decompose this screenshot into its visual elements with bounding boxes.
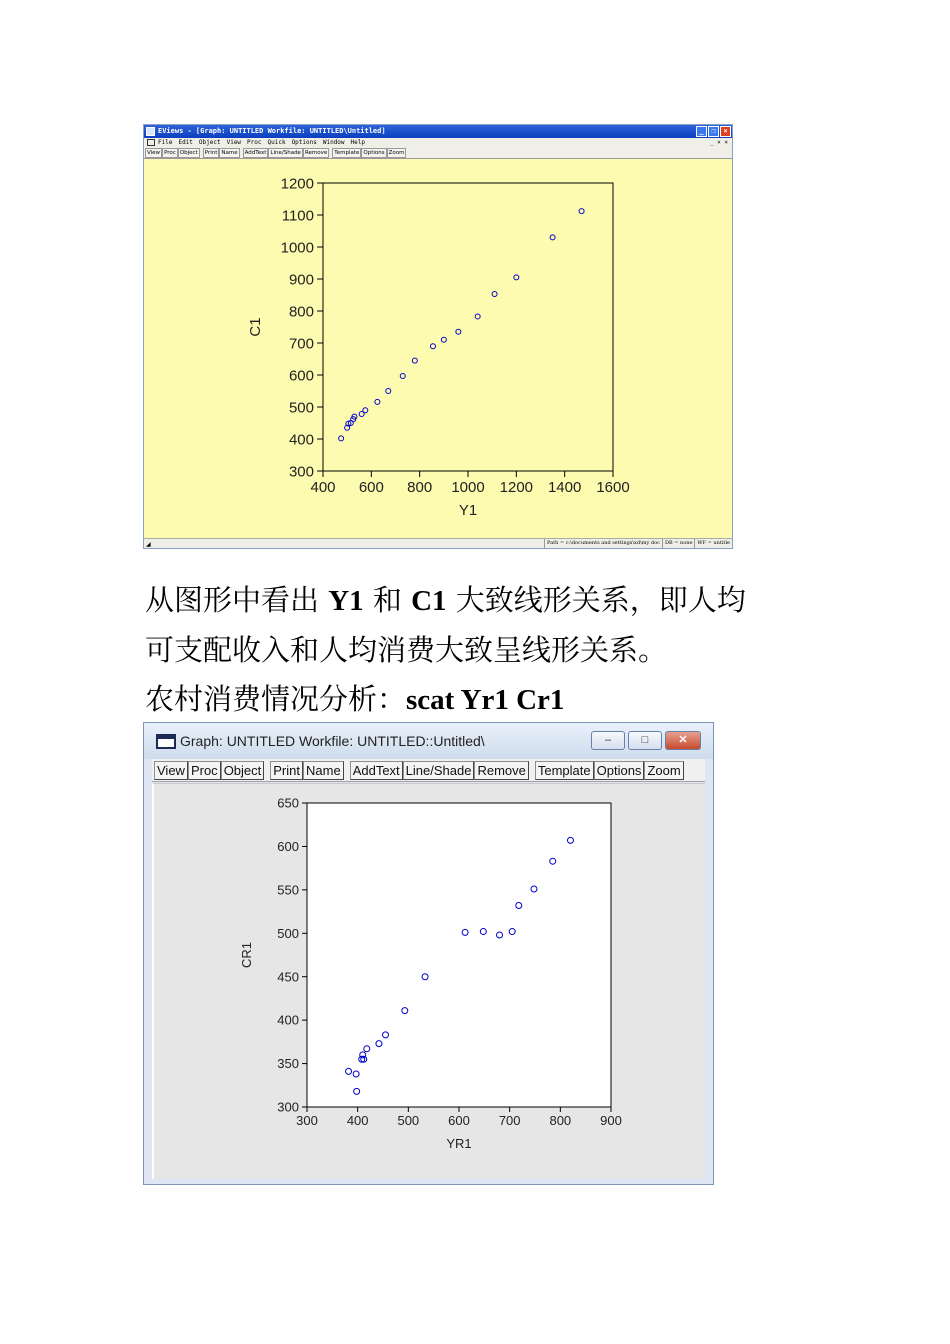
x-tick-label: 900 (600, 1113, 622, 1128)
name-button[interactable]: Name (221, 150, 238, 156)
heading-text: 农村消费情况分析： (145, 682, 407, 716)
addtext-button[interactable]: AddText (244, 150, 267, 156)
status-db: DB = none (662, 539, 694, 548)
proc-button[interactable]: Proc (164, 150, 176, 156)
paragraph-line-2: 可支配收入和人均消费大致呈线形关系。 (145, 633, 668, 667)
close-icon[interactable]: ✕ (665, 731, 701, 750)
template-button[interactable]: Template (535, 761, 594, 780)
y-tick-label: 400 (288, 431, 314, 449)
minimize-icon[interactable]: – (591, 731, 625, 750)
x-tick-label: 1400 (547, 479, 582, 496)
y-tick-label: 650 (277, 795, 299, 811)
lineshade-button[interactable]: Line/Shade (270, 150, 301, 156)
eviews-app-icon (146, 127, 155, 136)
x-tick-label: 700 (498, 1113, 521, 1128)
menu-object[interactable]: Object (198, 139, 221, 146)
x-axis-label: Y1 (458, 502, 478, 519)
graph-window-icon (156, 734, 176, 749)
restore-icon[interactable]: ❐ (708, 126, 719, 137)
window2-toolbar (152, 759, 705, 782)
resize-grip-icon: ◢ (146, 541, 151, 548)
menu-edit[interactable]: Edit (178, 139, 193, 146)
window1-title-bar[interactable] (144, 125, 732, 138)
window2-controls (591, 731, 701, 750)
y-tick-label: 600 (277, 838, 299, 854)
x-tick-label: 600 (358, 479, 384, 496)
name-button[interactable]: Name (303, 761, 344, 780)
window1-title: EViews - [Graph: UNTITLED Workfile: UNTITLED\Untitled] (158, 127, 386, 135)
window1-menubar (144, 138, 732, 148)
plot-area (323, 183, 613, 471)
object-button[interactable]: Object (179, 150, 198, 156)
remove-button[interactable]: Remove (474, 761, 528, 780)
y-tick-label: 800 (288, 303, 314, 321)
plot-area (307, 803, 611, 1107)
text-segment: 和 (363, 583, 412, 617)
y-axis-label: C1 (247, 317, 264, 337)
status-wf: WF = untitle (694, 539, 732, 548)
y-tick-label: 1200 (280, 175, 314, 193)
x-axis-label: YR1 (446, 1136, 472, 1151)
var-y1: Y1 (328, 585, 364, 617)
x-tick-label: 800 (407, 479, 433, 496)
y-tick-label: 500 (277, 925, 299, 941)
close-icon[interactable]: × (720, 126, 731, 137)
document-icon (147, 139, 155, 146)
x-tick-label: 400 (346, 1113, 369, 1128)
y-axis-label: CR1 (239, 941, 254, 969)
y-tick-label: 400 (277, 1012, 299, 1028)
eviews-window-2 (143, 722, 714, 1185)
x-tick-label: 300 (296, 1113, 318, 1128)
print-button[interactable]: Print (270, 761, 303, 780)
proc-button[interactable]: Proc (188, 761, 221, 780)
y-tick-label: 600 (288, 367, 314, 385)
paragraph-line-1 (145, 576, 746, 625)
window2-title: Graph: UNTITLED Workfile: UNTITLED::Untitled\ (180, 733, 485, 749)
maximize-icon[interactable]: □ (628, 731, 662, 750)
y-tick-label: 300 (288, 463, 314, 481)
menu-file[interactable]: File (158, 139, 173, 146)
y-tick-label: 550 (277, 882, 299, 898)
var-c1: C1 (411, 585, 447, 617)
x-tick-label: 400 (310, 479, 336, 496)
window2-title-bar[interactable] (144, 723, 713, 759)
x-tick-label: 1200 (499, 479, 534, 496)
minimize-icon[interactable]: _ (696, 126, 707, 137)
window1-toolbar (144, 148, 732, 159)
y-tick-label: 900 (288, 271, 314, 289)
zoom-button[interactable]: Zoom (644, 761, 683, 780)
menu-window[interactable]: Window (322, 139, 345, 146)
lineshade-button[interactable]: Line/Shade (403, 761, 475, 780)
scatter-plot-y1-c1 (144, 159, 732, 539)
menu-quick[interactable]: Quick (267, 139, 286, 146)
menu-view[interactable]: View (226, 139, 242, 146)
window1-controls (696, 126, 731, 137)
menu-help[interactable]: Help (350, 139, 365, 146)
y-tick-label: 350 (277, 1056, 299, 1072)
status-path: Path = c:\documents and settings\xd\my doc (544, 539, 662, 548)
text-segment: 大致线形关系，即人均 (446, 583, 746, 617)
x-tick-label: 600 (448, 1113, 470, 1128)
x-tick-label: 1000 (451, 479, 485, 496)
y-tick-label: 1100 (281, 207, 314, 225)
scat-command: scat Yr1 Cr1 (406, 684, 565, 716)
x-tick-label: 1600 (596, 479, 630, 496)
paragraph-rural-heading (145, 675, 564, 724)
view-button[interactable]: View (147, 150, 161, 156)
graph-frame (152, 783, 705, 1179)
object-button[interactable]: Object (221, 761, 265, 780)
y-tick-label: 1000 (280, 239, 314, 257)
menu-proc[interactable]: Proc (247, 139, 262, 146)
options-button[interactable]: Options (363, 150, 385, 156)
eviews-window-1 (143, 124, 733, 549)
y-tick-label: 300 (277, 1099, 299, 1115)
x-tick-label: 500 (397, 1113, 420, 1128)
view-button[interactable]: View (154, 761, 188, 780)
mdi-controls[interactable]: _ × × (709, 139, 728, 146)
scatter-plot-yr1-cr1 (154, 784, 705, 1178)
remove-button[interactable]: Remove (304, 150, 328, 156)
options-button[interactable]: Options (594, 761, 645, 780)
x-tick-label: 800 (549, 1113, 572, 1128)
print-button[interactable]: Print (204, 150, 218, 156)
window1-status-bar (144, 538, 732, 548)
y-tick-label: 500 (288, 399, 314, 417)
addtext-button[interactable]: AddText (350, 761, 403, 780)
zoom-button[interactable]: Zoom (388, 150, 405, 156)
menu-options[interactable]: Options (291, 139, 317, 146)
y-tick-label: 450 (277, 969, 299, 985)
text-segment: 从图形中看出 (145, 583, 329, 617)
template-button[interactable]: Template (334, 150, 360, 156)
y-tick-label: 700 (288, 335, 314, 353)
